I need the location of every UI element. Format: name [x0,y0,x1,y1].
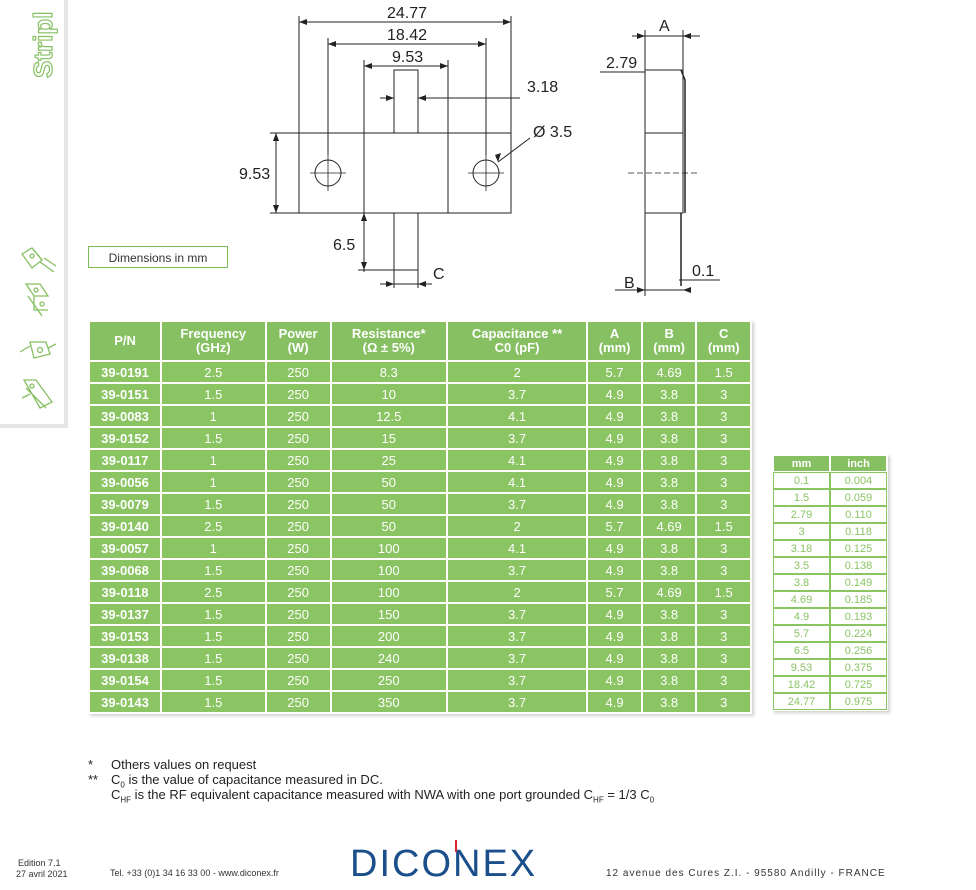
mm-cell: 2.79 [774,507,829,522]
column-header-line: Power [278,326,318,341]
table-cell: 4.1 [448,450,587,470]
part-number-cell: 39-0153 [90,626,160,646]
table-cell: 3 [697,692,750,712]
table-cell: 3 [697,670,750,690]
table-cell: 4.9 [588,538,641,558]
table-cell: 100 [332,582,446,602]
table-cell: 4.9 [588,560,641,580]
table-cell: 1.5 [162,428,264,448]
inch-cell: 0.975 [831,694,886,709]
column-header [162,322,264,360]
table-cell: 3 [697,626,750,646]
table-cell: 1.5 [697,362,750,382]
resistor-icon-4 [18,374,58,412]
top-tab-outline [394,70,418,133]
table-cell: 250 [267,648,330,668]
conversion-row [774,677,886,692]
table-cell: 4.1 [448,538,587,558]
table-cell: 3.8 [643,450,696,470]
part-number-cell: 39-0154 [90,670,160,690]
table-cell: 250 [267,516,330,536]
table-cell: 3.7 [448,692,587,712]
conversion-body [774,473,886,709]
table-cell: 250 [267,538,330,558]
mm-cell: 18.42 [774,677,829,692]
column-header-line: (mm) [653,340,686,355]
table-cell: 350 [332,692,446,712]
column-header [448,322,587,360]
table-cell: 250 [267,604,330,624]
part-number-cell: 39-0152 [90,428,160,448]
table-cell: 25 [332,450,446,470]
mm-cell: 9.53 [774,660,829,675]
table-cell: 150 [332,604,446,624]
diconex-logo [350,838,580,880]
table-cell: 250 [267,670,330,690]
note-1-mark: * [88,757,94,772]
table-cell: 250 [267,406,330,426]
inch-cell: 0.256 [831,643,886,658]
table-cell: 3 [697,494,750,514]
table-cell: 4.69 [643,362,696,382]
table-cell: 3 [697,538,750,558]
dim-height: 9.53 [239,166,271,183]
table-cell: 4.9 [588,450,641,470]
table-cell: 2 [448,582,587,602]
dim-lead-length: 6.5 [333,237,356,254]
table-cell: 1.5 [162,604,264,624]
table-cell: 1 [162,406,264,426]
table-cell: 4.9 [588,648,641,668]
table-cell: 50 [332,472,446,492]
table-cell: 3 [697,384,750,404]
column-header-line: (GHz) [195,340,231,355]
table-row [90,494,750,514]
table-row [90,670,750,690]
table-cell: 3.8 [643,406,696,426]
bottom-lead-outline [394,213,418,270]
resistor-icon-3 [18,332,58,370]
table-cell: 250 [267,384,330,404]
table-cell: 3 [697,428,750,448]
inch-cell: 0.375 [831,660,886,675]
table-cell: 1 [162,472,264,492]
note-2-mark: ** [88,772,99,787]
table-row [90,582,750,602]
column-header-line: C0 (pF) [494,340,540,355]
table-cell: 1 [162,538,264,558]
column-header-line: C [719,326,729,341]
table-cell: 4.9 [588,626,641,646]
conversion-header-row [774,456,886,471]
table-cell: 3 [697,472,750,492]
inch-cell: 0.118 [831,524,886,539]
table-cell: 4.9 [588,670,641,690]
table-cell: 3.7 [448,560,587,580]
column-header-line: Frequency [180,326,247,341]
table-cell: 1.5 [697,516,750,536]
part-number-cell: 39-0151 [90,384,160,404]
inch-cell: 0.004 [831,473,886,488]
table-cell: 4.1 [448,406,587,426]
table-cell: 1.5 [162,648,264,668]
mm-cell: 1.5 [774,490,829,505]
conversion-row [774,473,886,488]
side-view-outline [645,70,683,213]
table-cell: 3.8 [643,648,696,668]
conversion-row [774,575,886,590]
table-cell: 3.8 [643,692,696,712]
note-3-tail-sub: HF [593,795,604,805]
table-cell: 4.69 [643,516,696,536]
column-header [332,322,446,360]
part-number-cell: 39-0083 [90,406,160,426]
table-cell: 4.9 [588,494,641,514]
inch-cell: 0.224 [831,626,886,641]
table-row [90,384,750,404]
table-cell: 12.5 [332,406,446,426]
column-header-line: A [609,326,620,341]
column-header-line: (mm) [598,340,631,355]
logo-text: DICONEX [350,843,538,880]
table-cell: 250 [267,428,330,448]
table-cell: 1.5 [162,670,264,690]
table-row [90,604,750,624]
logo-graphic [350,838,580,880]
resistor-icon-2 [18,280,58,318]
table-cell: 250 [267,692,330,712]
table-cell: 4.9 [588,604,641,624]
column-header [90,322,160,360]
dim-tab-width: 3.18 [527,79,559,96]
dim-lead-thickness: 0.1 [692,263,715,280]
table-cell: 3.7 [448,604,587,624]
inch-cell: 0.125 [831,541,886,556]
side-tab-title-text: Stripl [28,11,58,78]
dim-hole-diameter: Ø 3.5 [533,124,573,141]
table-cell: 2.5 [162,362,264,382]
conversion-row [774,524,886,539]
table-cell: 4.1 [448,472,587,492]
mm-cell: 4.69 [774,592,829,607]
table-cell: 2.5 [162,516,264,536]
footer-edition: Edition 7.1 [18,858,61,868]
note-1 [88,757,256,772]
table-cell: 4.9 [588,428,641,448]
table-row [90,626,750,646]
table-cell: 3.7 [448,428,587,448]
part-number-cell: 39-0143 [90,692,160,712]
table-row [90,450,750,470]
note-2-text: is the value of capacitance measured in DC. [124,772,383,787]
table-cell: 100 [332,560,446,580]
table-cell: 250 [267,582,330,602]
dim-label-a: A [659,18,670,35]
part-number-cell: 39-0117 [90,450,160,470]
table-cell: 3.8 [643,560,696,580]
table-cell: 250 [267,626,330,646]
conversion-row [774,609,886,624]
table-cell: 250 [267,362,330,382]
dim-label-b: B [624,275,635,292]
table-cell: 3 [697,604,750,624]
part-number-cell: 39-0140 [90,516,160,536]
inch-cell: 0.110 [831,507,886,522]
footer-address: 12 avenue des Cures Z.I. - 95580 Andilly - FRANCE [606,868,886,879]
table-cell: 50 [332,494,446,514]
table-cell: 3.8 [643,670,696,690]
note-3-c-sub: HF [120,795,132,805]
main-table-container [88,320,752,714]
table-cell: 2 [448,516,587,536]
table-row [90,692,750,712]
conversion-row [774,558,886,573]
table-row [90,516,750,536]
column-header [697,322,750,360]
table-cell: 3.8 [643,494,696,514]
table-cell: 10 [332,384,446,404]
part-number-cell: 39-0068 [90,560,160,580]
table-cell: 3 [697,450,750,470]
table-cell: 5.7 [588,362,641,382]
mm-inch-conversion-table [772,454,888,711]
part-number-cell: 39-0191 [90,362,160,382]
mm-cell: 3.5 [774,558,829,573]
conversion-column-header: inch [831,456,886,471]
table-cell: 250 [267,450,330,470]
table-cell: 3.7 [448,626,587,646]
table-cell: 4.9 [588,406,641,426]
conversion-row [774,490,886,505]
table-cell: 1.5 [162,560,264,580]
column-header [588,322,641,360]
column-header [643,322,696,360]
table-cell: 3.8 [643,538,696,558]
table-cell: 1 [162,450,264,470]
note-3-text: is the RF equivalent capacitance measured with NWA with one port grounded C [131,787,594,802]
mm-cell: 3.8 [774,575,829,590]
table-body [90,362,750,712]
footer-date: 27 avril 2021 [16,869,68,879]
table-cell: 2.5 [162,582,264,602]
conversion-row [774,507,886,522]
note-2-c: C [111,772,121,787]
inch-cell: 0.059 [831,490,886,505]
table-cell: 200 [332,626,446,646]
table-cell: 4.9 [588,384,641,404]
table-cell: 3.8 [643,626,696,646]
table-cell: 3.7 [448,648,587,668]
table-cell: 50 [332,516,446,536]
table-cell: 1.5 [162,494,264,514]
mm-cell: 3.18 [774,541,829,556]
table-row [90,362,750,382]
note-3 [111,787,654,805]
part-number-cell: 39-0079 [90,494,160,514]
table-cell: 250 [267,560,330,580]
dim-label-c: C [433,266,445,283]
inch-cell: 0.149 [831,575,886,590]
table-cell: 4.9 [588,472,641,492]
table-cell: 100 [332,538,446,558]
mm-cell: 24.77 [774,694,829,709]
mm-cell: 0.1 [774,473,829,488]
column-header-line: P/N [114,333,136,348]
column-header [267,322,330,360]
side-tab-title [22,0,58,90]
conversion-row [774,592,886,607]
dim-overall-width: 24.77 [387,5,428,22]
part-number-cell: 39-0056 [90,472,160,492]
conversion-row [774,694,886,709]
column-header-line: Resistance* [351,326,426,341]
note-1-text: Others values on request [111,757,257,772]
side-tab [0,0,68,428]
table-cell: 240 [332,648,446,668]
column-header-line: (Ω ± 5%) [362,340,415,355]
table-cell: 8.3 [332,362,446,382]
table-cell: 3 [697,560,750,580]
conversion-row [774,643,886,658]
table-cell: 1.5 [697,582,750,602]
table-row [90,560,750,580]
note-3-eq: = 1/3 C [603,787,650,802]
inch-cell: 0.138 [831,558,886,573]
table-cell: 1.5 [162,384,264,404]
table-cell: 4.69 [643,582,696,602]
column-header-line: (mm) [707,340,740,355]
table-cell: 3.7 [448,670,587,690]
dim-side-thickness: 2.79 [606,55,638,72]
column-header-line: (W) [287,340,309,355]
table-cell: 15 [332,428,446,448]
table-cell: 4.9 [588,692,641,712]
conversion-row [774,626,886,641]
dim-hole-spacing: 18.42 [387,27,428,44]
table-cell: 3.8 [643,384,696,404]
table-cell: 5.7 [588,516,641,536]
part-number-cell: 39-0118 [90,582,160,602]
resistor-body-outline [364,133,448,213]
table-cell: 1.5 [162,626,264,646]
resistor-spec-table [88,320,752,714]
inch-cell: 0.725 [831,677,886,692]
conversion-row [774,541,886,556]
table-cell: 250 [267,494,330,514]
mm-cell: 6.5 [774,643,829,658]
technical-drawing [228,0,748,300]
note-3-end-sub: 0 [649,795,655,805]
conversion-column-header: mm [774,456,829,471]
inch-cell: 0.193 [831,609,886,624]
table-cell: 3.8 [643,604,696,624]
table-cell: 3.7 [448,384,587,404]
table-cell: 5.7 [588,582,641,602]
table-cell: 3.8 [643,428,696,448]
table-cell: 2 [448,362,587,382]
conversion-table-container [772,454,888,711]
table-cell: 1.5 [162,692,264,712]
table-row [90,538,750,558]
table-cell: 3.7 [448,494,587,514]
table-cell: 3.8 [643,472,696,492]
mm-cell: 4.9 [774,609,829,624]
mm-cell: 5.7 [774,626,829,641]
table-cell: 3 [697,406,750,426]
part-number-cell: 39-0057 [90,538,160,558]
table-cell: 250 [332,670,446,690]
table-row [90,472,750,492]
column-header-line: Capacitance ** [471,326,563,341]
footer-contact: Tel. +33 (0)1 34 16 33 00 - www.diconex.fr [110,868,279,878]
mm-cell: 3 [774,524,829,539]
resistor-icon-1 [18,240,58,278]
note-2-c-sub: 0 [120,780,125,790]
part-number-cell: 39-0137 [90,604,160,624]
part-number-cell: 39-0138 [90,648,160,668]
table-row [90,648,750,668]
conversion-row [774,660,886,675]
dimensions-note: Dimensions in mm [88,246,228,268]
table-header-row [90,322,750,360]
table-row [90,406,750,426]
table-row [90,428,750,448]
column-header-line: B [664,326,674,341]
inch-cell: 0.185 [831,592,886,607]
table-cell: 250 [267,472,330,492]
dim-body-width: 9.53 [392,49,424,66]
table-cell: 3 [697,648,750,668]
note-3-c: C [111,787,121,802]
